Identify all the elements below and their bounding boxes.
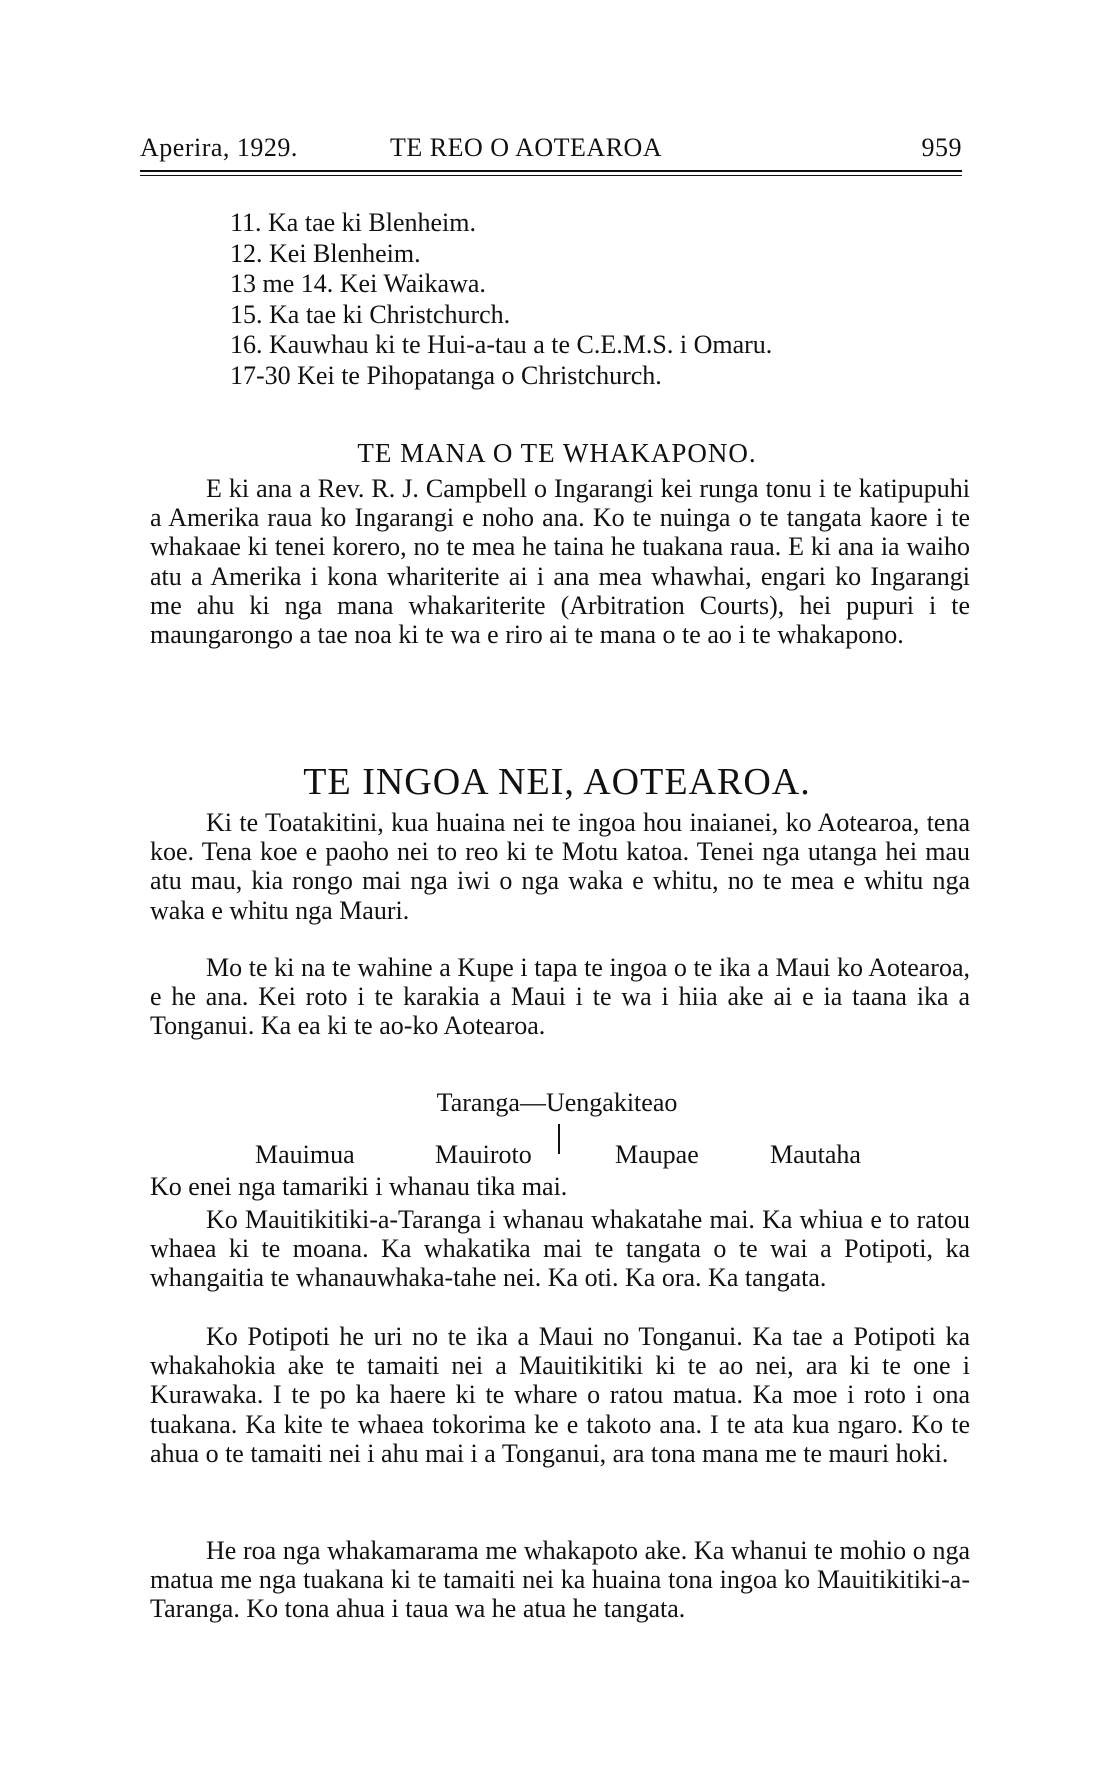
list-item: 17-30 Kei te Pihopatanga o Christchurch.: [230, 360, 662, 390]
header-title: TE REO O AOTEAROA: [390, 133, 663, 162]
paragraph-intro: Ki te Toatakitini, kua huaina nei te ingoa hou inaianei, ko Aotearoa, tena koe. Tena koe e paoho nei to reo ki te Motu katoa. Tenei nga utanga hei mau atu mau, kia rongo mai nga iwi o nga waka e whitu, no te mea e whitu nga waka e whitu nga Mauri.: [150, 808, 970, 925]
child-name: Maupae: [615, 1140, 699, 1169]
header-rule-thin: [140, 175, 962, 176]
list-item: 16. Kauwhau ki te Hui-a-tau a te C.E.M.S. i Omaru.: [230, 330, 773, 359]
list-item: 11. Ka tae ki Blenheim.: [230, 208, 476, 237]
child-name: Mauimua: [255, 1140, 355, 1169]
paragraph-mauitikitiki: Ko Mauitikitiki-a-Taranga i whanau whakatahe mai. Ka whiua e to ratou whaea ki te moana. Ka whakatika mai te tangata o te wai a Potipoti, ka whangaitia te whanauwhaka-tahe nei. Ka oti. Ka ora. Ka tangata.: [150, 1205, 970, 1293]
list-item: 12. Kei Blenheim.: [230, 238, 421, 268]
child-name: Mauiroto: [435, 1140, 532, 1169]
page-number: 959: [921, 133, 962, 162]
list-item: 15. Ka tae ki Christchurch.: [230, 299, 511, 329]
paragraph-closing: He roa nga whakamarama me whakapoto ake. Ka whanui te mohio o nga matua me nga tuakana ki te tamaiti nei ka huaina tona ingoa ko Mauitikitiki-a-Taranga. Ko tona ahua i taua wa he atua he tangata.: [150, 1536, 970, 1624]
header-rule: [140, 170, 962, 172]
child-name: Mautaha: [770, 1140, 861, 1169]
page-header: [140, 133, 962, 169]
section-heading-mana: TE MANA O TE WHAKAPONO.: [357, 438, 757, 468]
paragraph-mana: E ki ana a Rev. R. J. Campbell o Ingarangi kei runga tonu i te katipupuhi a Amerika raua ko Ingarangi e noho ana. Ko te nuinga o te tangata kaore i te whakaae ki tenei korero, no te mea he taina he tuakana raua. E ki ana ia waiho atu a Amerika i kona whariterite ai i ana mea whawhai, engari ko Ingarangi me ahu ki nga mana whakariterite (Arbitration Courts), hei pupuri i te maungarongo a tae noa ki te wa e riro ai te mana o te ao i te whakapono.: [150, 474, 970, 650]
section-heading-aotearoa: TE INGOA NEI, AOTEAROA.: [303, 761, 811, 803]
genealogy-connector: [558, 1124, 560, 1154]
paragraph-potipoti: Ko Potipoti he uri no te ika a Maui no Tonganui. Ka tae a Potipoti ka whakahokia ake te tamaiti nei a Mauitikitiki ki te ao nei, ara ki te one i Kurawaka. I te po ka haere ki te whare o ratou matua. Ka moe i roto i ona tuakana. Ka kite te whaea tokorima ke e takoto ana. I te ata kua ngaro. Ko te ahua o te tamaiti nei i ahu mai i a Tonganui, ara tona mana me te mauri hoki.: [150, 1322, 970, 1468]
genealogy-parents: Taranga—Uengakiteao: [436, 1088, 678, 1117]
list-item: 13 me 14. Kei Waikawa.: [230, 269, 486, 298]
itinerary-list: [230, 208, 772, 391]
header-date: Aperira, 1929.: [140, 133, 298, 162]
paragraph-children: Ko enei nga tamariki i whanau tika mai.: [150, 1172, 568, 1201]
paragraph-kupe: Mo te ki na te wahine a Kupe i tapa te ingoa o te ika a Maui ko Aotearoa, e he ana. Kei roto i te karakia a Maui i te wa i hiia ake ai e ia taana ika a Tonganui. Ka ea ki te ao-ko Aotearoa.: [150, 953, 970, 1041]
